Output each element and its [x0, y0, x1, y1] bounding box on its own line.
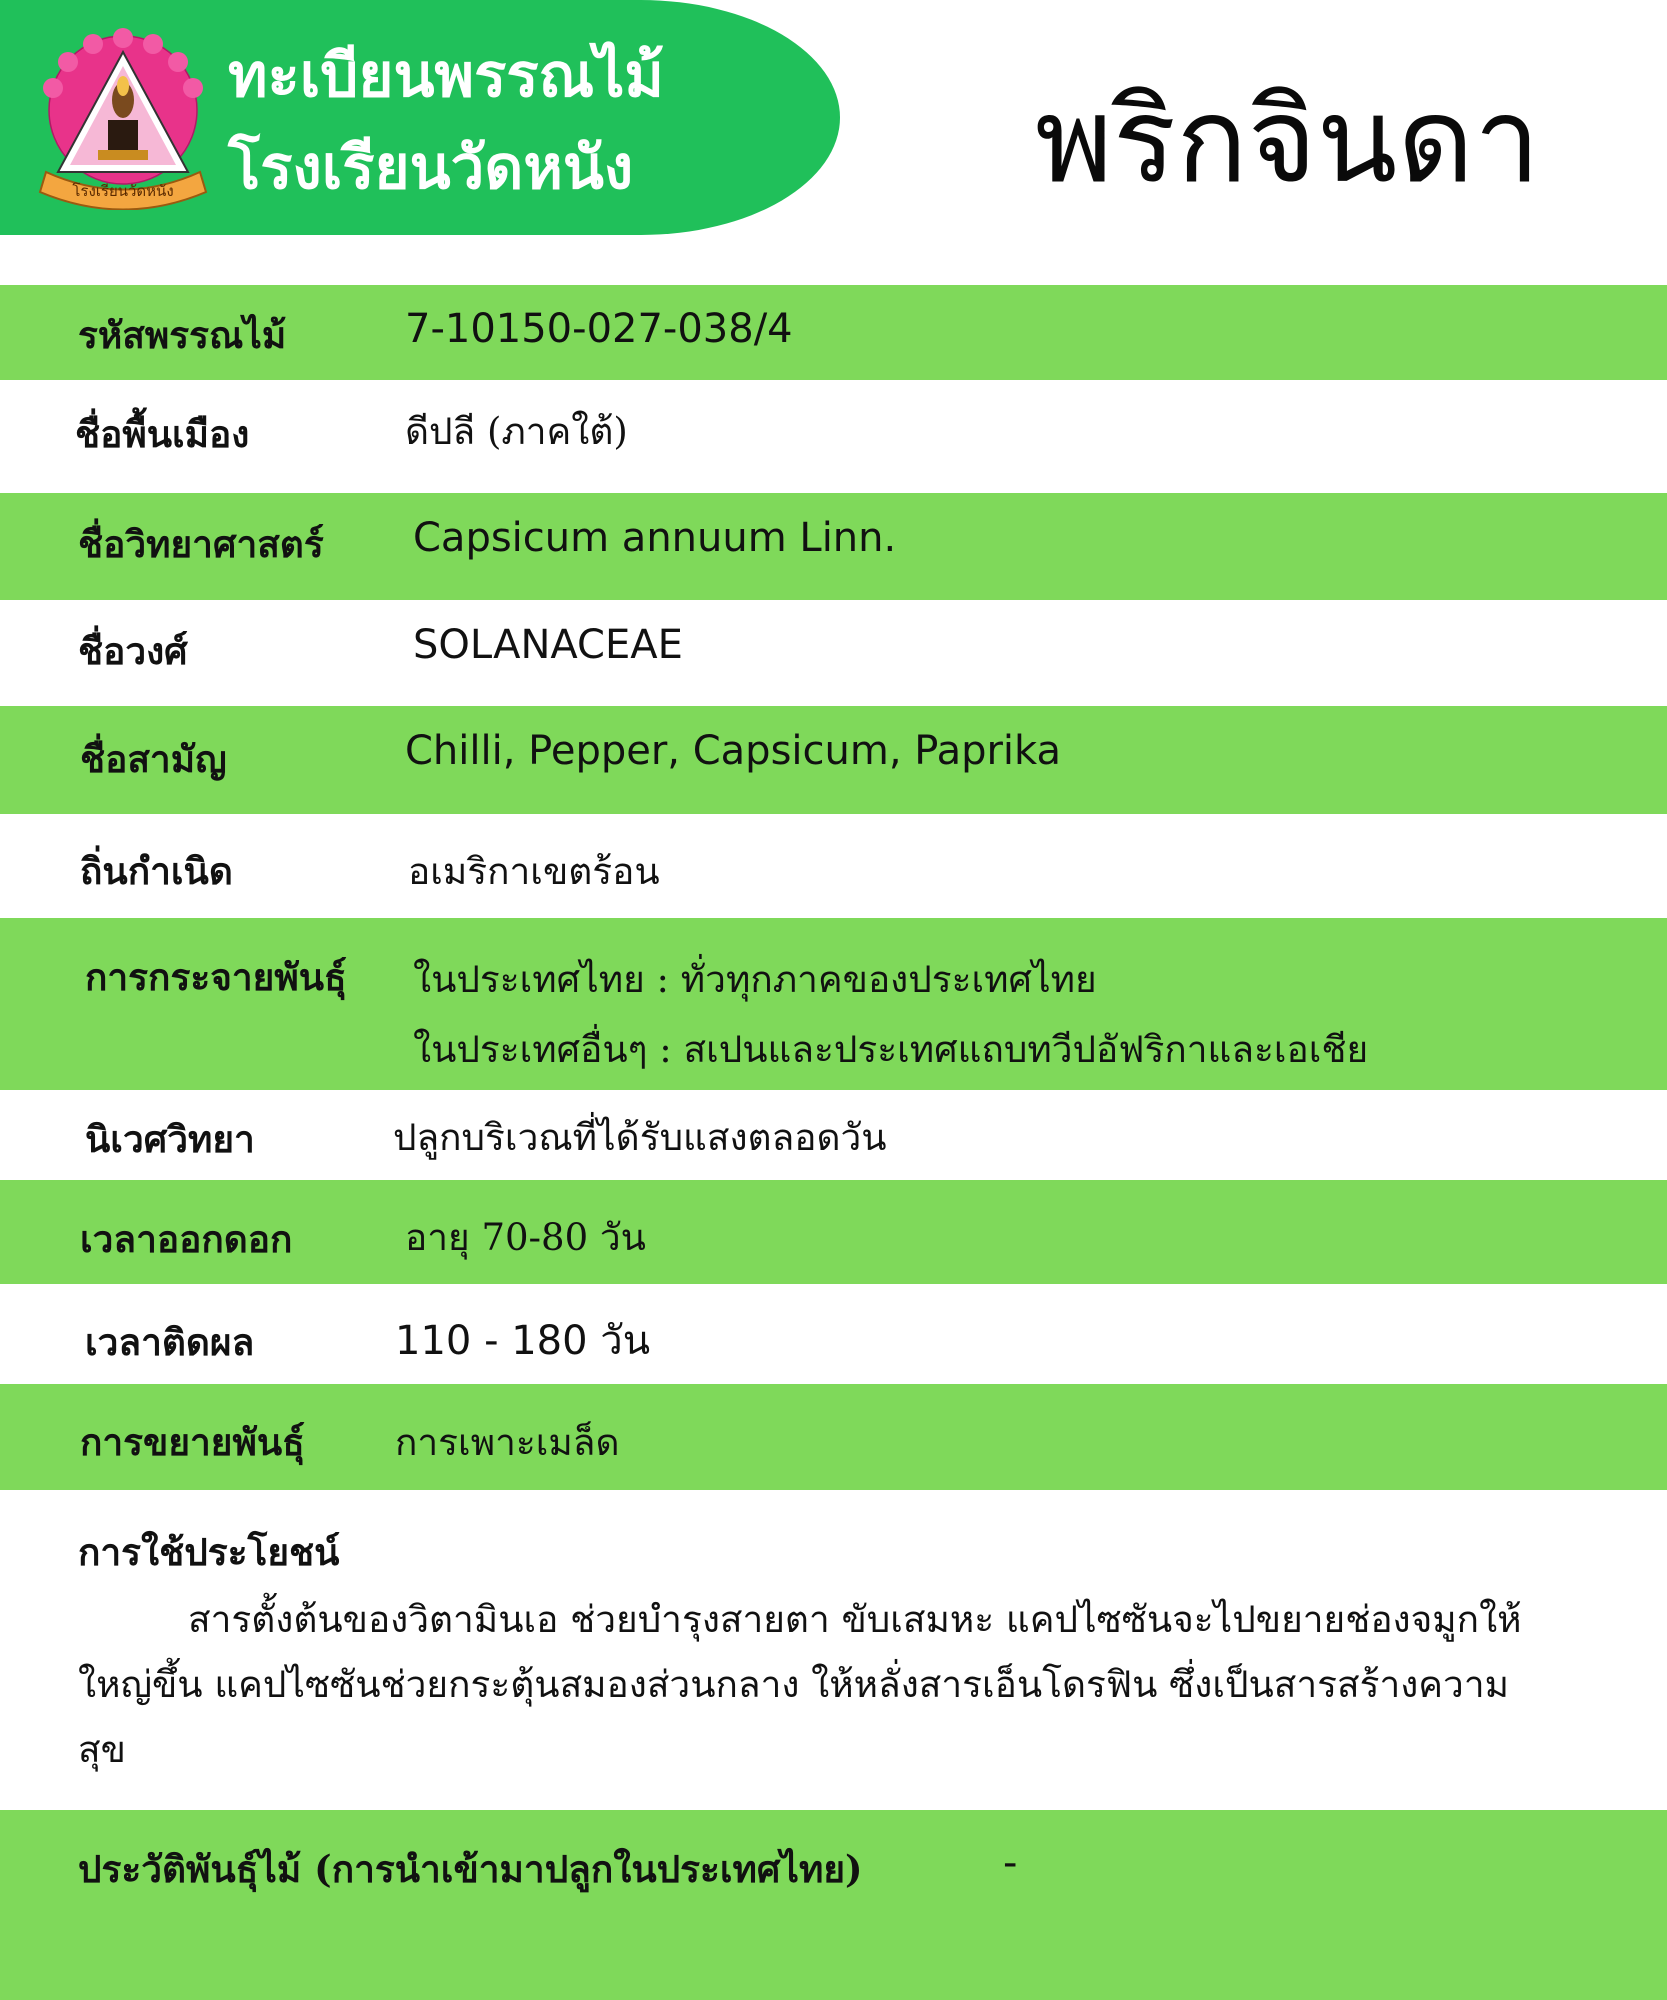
- value-ecology: ปลูกบริเวณที่ได้รับแสงตลอดวัน: [393, 1116, 887, 1159]
- value-common-name: Chilli, Pepper, Capsicum, Paprika: [405, 728, 1062, 774]
- label-history: ประวัติพันธุ์ไม้ (การนำเข้ามาปลูกในประเทศไทย): [78, 1847, 863, 1891]
- logo-text: โรงเรียนวัดหนัง: [72, 182, 174, 200]
- label-ecology: นิเวศวิทยา: [85, 1117, 255, 1161]
- label-uses: การใช้ประโยชน์: [78, 1530, 340, 1574]
- value-distribution-line2: ในประเทศอื่นๆ : สเปนและประเทศแถบทวีปอัฟริกาและเอเชีย: [413, 1028, 1369, 1071]
- value-local-name: ดีปลี (ภาคใต้): [405, 410, 628, 453]
- value-scientific-name: Capsicum annuum Linn.: [413, 515, 897, 561]
- value-history: -: [1003, 1840, 1018, 1886]
- label-code: รหัสพรรณไม้: [78, 313, 287, 357]
- school-logo-icon: [38, 22, 208, 210]
- value-distribution-line1: ในประเทศไทย : ทั่วทุกภาคของประเทศไทย: [413, 958, 1097, 1001]
- label-propagation: การขยายพันธุ์: [80, 1420, 305, 1464]
- label-flowering: เวลาออกดอก: [80, 1217, 293, 1261]
- value-origin: อเมริกาเขตร้อน: [408, 850, 660, 893]
- value-family: SOLANACEAE: [413, 622, 683, 668]
- label-distribution: การกระจายพันธุ์: [85, 955, 347, 999]
- value-propagation: การเพาะเมล็ด: [395, 1421, 620, 1464]
- school-title-line1: ทะเบียนพรรณไม้: [228, 41, 664, 111]
- value-uses-paragraph: สารตั้งต้นของวิตามินเอ ช่วยบำรุงสายตา ขับเสมหะ แคปไซซันจะไปขยายช่องจมูกให้ใหญ่ขึ้น แคปไซซันช่วยกระตุ้นสมองส่วนกลาง ให้หลั่งสารเอ็นโดรฟิน ซึ่งเป็นสารสร้างความสุข: [78, 1598, 1522, 1771]
- row-history-bg: [0, 1810, 1667, 2000]
- label-fruiting: เวลาติดผล: [85, 1320, 255, 1364]
- label-local-name: ชื่อพื้นเมือง: [75, 412, 250, 456]
- value-code: 7-10150-027-038/4: [405, 306, 793, 352]
- label-scientific-name: ชื่อวิทยาศาสตร์: [78, 522, 324, 566]
- school-title: [228, 30, 664, 214]
- value-fruiting: 110 - 180 วัน: [395, 1318, 651, 1364]
- value-flowering: อายุ 70-80 วัน: [405, 1216, 646, 1259]
- plant-name-title: พริกจินดา: [1035, 71, 1541, 209]
- label-family: ชื่อวงศ์: [78, 629, 188, 673]
- label-common-name: ชื่อสามัญ: [80, 737, 227, 781]
- school-title-line2: โรงเรียนวัดหนัง: [228, 133, 634, 203]
- label-origin: ถิ่นกำเนิด: [80, 849, 233, 893]
